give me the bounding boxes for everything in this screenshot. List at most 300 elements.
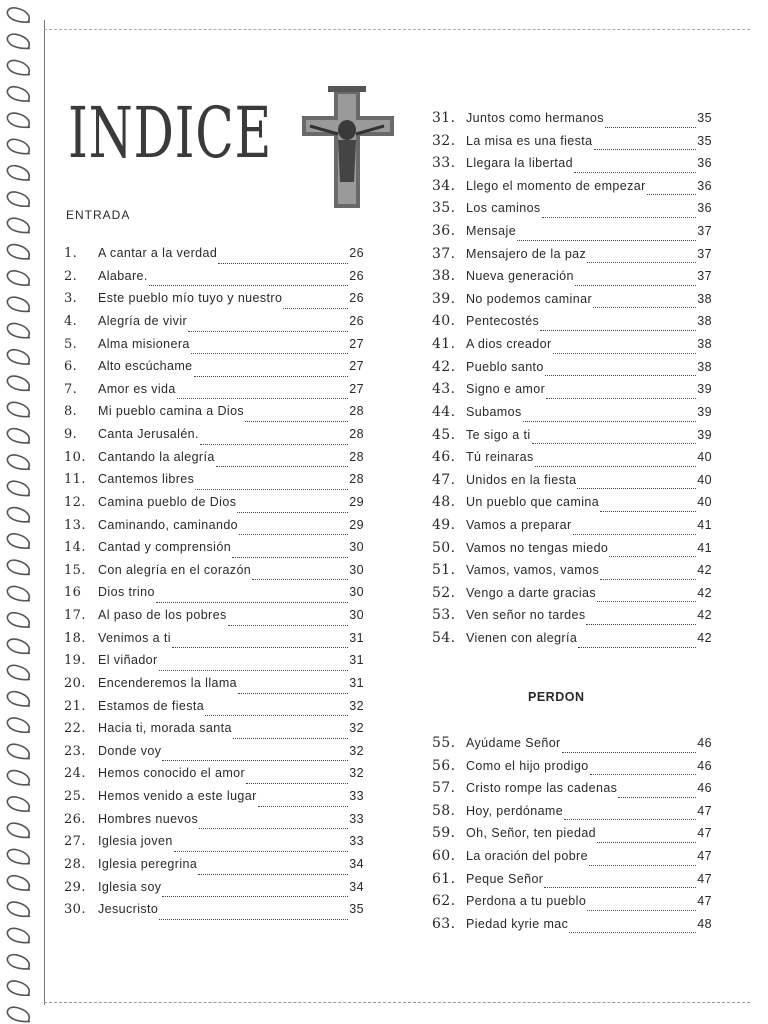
index-entry xyxy=(64,834,364,857)
perdon-list xyxy=(432,735,712,938)
entry-title: Donde voy xyxy=(98,743,162,758)
index-entry xyxy=(432,893,712,916)
entry-title: Alabare. xyxy=(98,268,148,283)
dot-leader xyxy=(562,751,697,753)
index-entry xyxy=(432,916,712,939)
entry-page-number: 26 xyxy=(349,291,364,306)
entry-title: Unidos en la fiesta xyxy=(466,472,577,487)
entry-title: Camina pueblo de Dios xyxy=(98,494,237,509)
entry-page-number: 48 xyxy=(697,916,712,931)
entry-number: 4. xyxy=(64,313,78,329)
entry-number: 12. xyxy=(64,494,86,510)
index-entry xyxy=(432,449,712,472)
entry-page-number: 26 xyxy=(349,313,364,328)
entry-page-number: 42 xyxy=(697,585,712,600)
entry-page-number: 31 xyxy=(349,653,364,668)
dot-leader xyxy=(200,443,348,445)
entry-number: 22. xyxy=(64,721,86,737)
entry-number: 43. xyxy=(432,381,456,398)
dot-leader xyxy=(177,397,349,399)
entry-page-number: 30 xyxy=(349,585,364,600)
entry-title: El viñador xyxy=(98,653,158,668)
index-entry xyxy=(432,585,712,608)
index-entry xyxy=(432,780,712,803)
entry-page-number: 42 xyxy=(697,608,712,623)
dot-leader xyxy=(577,487,696,489)
entry-number: 63. xyxy=(432,915,456,932)
entry-title: Ven señor no tardes xyxy=(466,608,586,623)
dot-leader xyxy=(594,148,697,150)
index-entry xyxy=(64,676,364,699)
entry-title: Iglesia peregrina xyxy=(98,856,198,871)
index-entry xyxy=(64,857,364,880)
index-entry xyxy=(64,721,364,744)
index-entry xyxy=(432,178,712,201)
entry-page-number: 47 xyxy=(697,826,712,841)
entry-number: 55. xyxy=(432,735,456,751)
entry-title: A cantar a la verdad xyxy=(98,246,218,260)
dot-leader xyxy=(569,931,696,933)
index-entry xyxy=(432,871,712,894)
index-entry xyxy=(64,585,364,608)
dot-leader xyxy=(573,533,697,535)
margin-line xyxy=(44,20,45,1005)
index-entry xyxy=(64,518,364,541)
entry-number: 45. xyxy=(432,426,456,443)
index-entry xyxy=(432,313,712,336)
entry-title: Mi pueblo camina a Dios xyxy=(98,404,245,419)
dot-leader xyxy=(198,873,348,875)
index-entry xyxy=(432,404,712,427)
entry-page-number: 28 xyxy=(349,472,364,487)
index-entry xyxy=(432,758,712,781)
entry-title: Oh, Señor, ten piedad xyxy=(466,826,597,841)
entry-page-number: 26 xyxy=(349,268,364,283)
index-entry xyxy=(432,540,712,563)
entry-title: Tú reinaras xyxy=(466,450,534,465)
entry-number: 18. xyxy=(64,630,86,646)
section-heading-perdon: PERDON xyxy=(528,690,585,704)
dot-leader xyxy=(546,397,696,399)
entry-number: 6. xyxy=(64,359,78,375)
entry-number: 29. xyxy=(64,879,86,895)
dot-leader xyxy=(233,737,348,739)
entry-title: Como el hijo prodigo xyxy=(466,758,589,773)
entry-page-number: 30 xyxy=(349,540,364,555)
dot-leader xyxy=(159,918,348,920)
entry-title: Amor es vida xyxy=(98,381,176,396)
bottom-rule xyxy=(44,1002,750,1004)
index-entry xyxy=(432,291,712,314)
entry-title: Al paso de los pobres xyxy=(98,608,227,622)
index-entry xyxy=(64,246,364,269)
entry-title: Encenderemos la llama xyxy=(98,675,238,690)
dot-leader xyxy=(544,886,696,888)
dot-leader xyxy=(532,442,697,444)
dot-leader xyxy=(618,796,696,798)
entry-page-number: 46 xyxy=(697,736,712,750)
index-entry xyxy=(64,812,364,835)
entry-page-number: 33 xyxy=(349,834,364,849)
entry-number: 8. xyxy=(64,404,78,420)
entry-number: 3. xyxy=(64,291,78,307)
entry-page-number: 36 xyxy=(697,156,712,171)
entry-number: 52. xyxy=(432,584,456,601)
dot-leader xyxy=(245,420,348,422)
entry-number: 26. xyxy=(64,811,86,827)
entry-title: Cantemos libres xyxy=(98,472,195,487)
entry-number: 1. xyxy=(64,246,78,261)
entry-page-number: 39 xyxy=(697,382,712,397)
entry-number: 23. xyxy=(64,743,86,759)
index-entry xyxy=(64,359,364,382)
entry-number: 44. xyxy=(432,403,456,420)
dot-leader xyxy=(228,624,349,626)
dot-leader xyxy=(578,646,696,648)
entry-number: 51. xyxy=(432,562,456,579)
entry-page-number: 27 xyxy=(349,359,364,374)
index-entry xyxy=(432,336,712,359)
entry-page-number: 41 xyxy=(697,540,712,555)
dot-leader xyxy=(156,601,348,603)
dot-leader xyxy=(540,329,696,331)
dot-leader xyxy=(216,465,349,467)
entry-page-number: 40 xyxy=(697,472,712,487)
entry-title: Mensajero de la paz xyxy=(466,246,587,261)
entry-page-number: 36 xyxy=(697,201,712,216)
index-entry xyxy=(64,450,364,473)
entry-number: 9. xyxy=(64,427,78,442)
dot-leader xyxy=(195,488,348,490)
dot-leader xyxy=(172,646,348,648)
entry-page-number: 47 xyxy=(697,849,712,864)
entry-number: 37. xyxy=(432,245,456,262)
dot-leader xyxy=(605,126,696,128)
index-entry xyxy=(432,155,712,178)
entry-page-number: 32 xyxy=(349,721,364,736)
entry-number: 10. xyxy=(64,449,86,465)
entry-title: Vienen con alegría xyxy=(466,631,578,646)
entry-number: 42. xyxy=(432,358,456,375)
index-entry xyxy=(64,314,364,337)
entry-number: 61. xyxy=(432,870,456,887)
index-entry xyxy=(432,494,712,517)
entry-number: 54. xyxy=(432,630,456,647)
entry-title: Hacia ti, morada santa xyxy=(98,721,232,736)
dot-leader xyxy=(587,909,696,911)
entry-title: Cantad y comprensión xyxy=(98,540,232,555)
entry-page-number: 36 xyxy=(697,178,712,193)
entry-title: Los caminos xyxy=(466,201,541,216)
entry-number: 50. xyxy=(432,539,456,556)
dot-leader xyxy=(523,420,697,422)
entry-number: 53. xyxy=(432,607,456,624)
index-entry xyxy=(64,653,364,676)
index-entry xyxy=(432,359,712,382)
index-entry xyxy=(64,902,364,925)
index-entry xyxy=(64,404,364,427)
entry-number: 7. xyxy=(64,381,78,397)
entry-page-number: 28 xyxy=(349,404,364,419)
dot-leader xyxy=(609,555,696,557)
entry-number: 35. xyxy=(432,200,456,217)
index-entry xyxy=(64,427,364,450)
entry-page-number: 34 xyxy=(349,879,364,894)
entry-number: 38. xyxy=(432,268,456,285)
entry-page-number: 27 xyxy=(349,336,364,351)
dot-leader xyxy=(191,352,349,354)
entry-title: Cristo rompe las cadenas xyxy=(466,781,618,796)
entry-number: 20. xyxy=(64,675,86,691)
entry-title: Perdona a tu pueblo xyxy=(466,894,587,909)
entry-number: 24. xyxy=(64,766,86,782)
crucifix-icon xyxy=(298,86,398,212)
index-entry xyxy=(64,337,364,360)
index-entry xyxy=(432,848,712,871)
entry-title: Vengo a darte gracias xyxy=(466,585,597,600)
index-entry xyxy=(64,563,364,586)
entry-number: 41. xyxy=(432,336,456,353)
entry-title: Alto escúchame xyxy=(98,359,193,374)
entry-page-number: 35 xyxy=(697,111,712,125)
entry-page-number: 37 xyxy=(697,269,712,284)
entry-page-number: 32 xyxy=(349,698,364,713)
entry-number: 32. xyxy=(432,132,456,149)
entry-page-number: 33 xyxy=(349,789,364,803)
index-entry xyxy=(432,246,712,269)
entry-page-number: 40 xyxy=(697,450,712,465)
index-entry xyxy=(432,133,712,156)
index-entry xyxy=(64,540,364,563)
index-entry xyxy=(64,631,364,654)
entry-number: 30. xyxy=(64,902,86,918)
entry-number: 40. xyxy=(432,313,456,330)
entrada-list-continued xyxy=(432,110,712,653)
entry-title: Vamos, vamos, vamos xyxy=(466,563,600,578)
entry-page-number: 40 xyxy=(697,495,712,510)
dot-leader xyxy=(545,374,697,376)
dot-leader xyxy=(600,510,696,512)
entry-page-number: 30 xyxy=(349,562,364,577)
entry-page-number: 47 xyxy=(697,803,712,818)
entry-page-number: 31 xyxy=(349,675,364,690)
entry-title: Con alegría en el corazón xyxy=(98,562,252,577)
dot-leader xyxy=(593,306,696,308)
entry-title: Peque Señor xyxy=(466,871,544,886)
index-entry xyxy=(432,223,712,246)
entry-title: Venimos a ti xyxy=(98,630,171,645)
entry-page-number: 27 xyxy=(349,381,364,396)
entry-page-number: 47 xyxy=(697,894,712,909)
dot-leader xyxy=(238,692,348,694)
dot-leader xyxy=(564,818,696,820)
entry-title: Pentecostés xyxy=(466,314,540,329)
entry-number: 34. xyxy=(432,177,456,194)
entry-page-number: 41 xyxy=(697,517,712,532)
entry-page-number: 35 xyxy=(349,902,364,917)
entry-title: A dios creador xyxy=(466,337,552,352)
entry-title: Pueblo santo xyxy=(466,359,544,374)
entry-page-number: 29 xyxy=(349,517,364,532)
entry-title: No podemos caminar xyxy=(466,291,593,306)
dot-leader xyxy=(162,895,348,897)
dot-leader xyxy=(159,669,349,671)
entry-title: Iglesia soy xyxy=(98,879,162,894)
entry-page-number: 46 xyxy=(697,758,712,773)
entry-title: Signo e amor xyxy=(466,382,546,397)
top-rule xyxy=(44,29,750,31)
entry-page-number: 33 xyxy=(349,811,364,826)
entry-page-number: 26 xyxy=(349,246,364,260)
entry-page-number: 38 xyxy=(697,314,712,329)
entry-number: 28. xyxy=(64,856,86,872)
entry-title: Hemos venido a este lugar xyxy=(98,789,257,803)
entry-page-number: 37 xyxy=(697,246,712,261)
index-entry xyxy=(64,880,364,903)
entry-number: 39. xyxy=(432,290,456,307)
entry-number: 48. xyxy=(432,494,456,511)
entry-page-number: 42 xyxy=(697,631,712,646)
entry-page-number: 28 xyxy=(349,449,364,464)
index-entry xyxy=(64,744,364,767)
entry-page-number: 38 xyxy=(697,359,712,374)
entry-title: Nueva generación xyxy=(466,269,574,284)
dot-leader xyxy=(647,193,697,195)
entry-title: Alma misionera xyxy=(98,336,190,351)
index-entry xyxy=(64,789,364,812)
index-entry xyxy=(432,200,712,223)
index-entry xyxy=(64,495,364,518)
entry-title: Subamos xyxy=(466,404,522,419)
entry-page-number: 38 xyxy=(697,337,712,352)
dot-leader xyxy=(590,773,697,775)
dot-leader xyxy=(149,284,349,286)
dot-leader xyxy=(174,850,349,852)
entry-number: 60. xyxy=(432,848,456,865)
entry-number: 15. xyxy=(64,562,86,578)
index-entry xyxy=(64,291,364,314)
entry-page-number: 28 xyxy=(349,427,364,441)
entry-number: 27. xyxy=(64,834,86,850)
dot-leader xyxy=(283,307,348,309)
entry-title: Ayúdame Señor xyxy=(466,736,561,750)
entry-number: 31. xyxy=(432,110,456,126)
entry-number: 59. xyxy=(432,825,456,842)
entry-title: Llego el momento de empezar xyxy=(466,178,646,193)
dot-leader xyxy=(597,600,696,602)
dot-leader xyxy=(246,782,348,784)
entry-title: Este pueblo mío tuyo y nuestro xyxy=(98,291,283,306)
entry-number: 2. xyxy=(64,268,78,284)
dot-leader xyxy=(194,375,349,377)
index-entry xyxy=(432,110,712,133)
entry-number: 13. xyxy=(64,517,86,533)
index-entry xyxy=(432,427,712,450)
entry-page-number: 32 xyxy=(349,743,364,758)
entry-page-number: 42 xyxy=(697,563,712,578)
dot-leader xyxy=(232,556,348,558)
dot-leader xyxy=(517,239,696,241)
entry-title: Cantando la alegría xyxy=(98,449,215,464)
dot-leader xyxy=(199,827,348,829)
dot-leader xyxy=(542,216,697,218)
dot-leader xyxy=(589,864,696,866)
dot-leader xyxy=(205,714,348,716)
entry-title: Hombres nuevos xyxy=(98,811,199,826)
entry-page-number: 31 xyxy=(349,630,364,645)
entry-number: 49. xyxy=(432,516,456,533)
entry-page-number: 39 xyxy=(697,404,712,419)
entry-page-number: 30 xyxy=(349,608,364,622)
index-entry xyxy=(64,766,364,789)
index-entry xyxy=(64,269,364,292)
dot-leader xyxy=(574,171,696,173)
index-entry xyxy=(432,268,712,291)
entry-page-number: 47 xyxy=(697,871,712,886)
section-heading-entrada: ENTRADA xyxy=(66,208,131,222)
entry-title: La oración del pobre xyxy=(466,849,588,864)
page-title: INDICE xyxy=(68,92,273,174)
dot-leader xyxy=(597,841,696,843)
index-entry xyxy=(432,607,712,630)
entry-title: Juntos como hermanos xyxy=(466,111,604,125)
entry-page-number: 32 xyxy=(349,766,364,781)
dot-leader xyxy=(586,623,696,625)
dot-leader xyxy=(218,262,348,264)
index-entry xyxy=(64,382,364,405)
entry-number: 25. xyxy=(64,789,86,804)
entry-number: 33. xyxy=(432,155,456,172)
entry-title: Mensaje xyxy=(466,224,517,239)
entry-title: Hemos conocido el amor xyxy=(98,766,246,781)
entry-title: Te sigo a ti xyxy=(466,427,531,442)
entry-page-number: 46 xyxy=(697,781,712,796)
entry-title: Canta Jerusalén. xyxy=(98,427,199,441)
entry-title: Vamos a preparar xyxy=(466,517,572,532)
entry-number: 36. xyxy=(432,223,456,240)
entry-title: Iglesia joven xyxy=(98,834,173,849)
entry-title: Jesucristo xyxy=(98,902,159,917)
entry-number: 46. xyxy=(432,449,456,466)
dot-leader xyxy=(239,533,348,535)
index-entry xyxy=(64,608,364,631)
entry-number: 21. xyxy=(64,698,86,714)
entry-page-number: 29 xyxy=(349,494,364,509)
entry-number: 56. xyxy=(432,757,456,774)
entry-title: Caminando, caminando xyxy=(98,517,239,532)
entry-title: Un pueblo que camina xyxy=(466,495,600,510)
dot-leader xyxy=(587,261,696,263)
index-entry xyxy=(432,735,712,758)
entry-title: Hoy, perdóname xyxy=(466,803,564,818)
index-entry xyxy=(432,381,712,404)
entry-number: 14. xyxy=(64,540,86,556)
entry-number: 11. xyxy=(64,472,86,488)
entry-page-number: 35 xyxy=(697,133,712,148)
dot-leader xyxy=(535,465,697,467)
spiral-binding xyxy=(0,0,40,1024)
entrada-list xyxy=(64,246,364,925)
index-entry xyxy=(64,699,364,722)
entry-number: 19. xyxy=(64,653,86,669)
entry-number: 47. xyxy=(432,471,456,488)
index-entry xyxy=(432,562,712,585)
entry-number: 57. xyxy=(432,780,456,797)
index-entry xyxy=(432,472,712,495)
entry-page-number: 37 xyxy=(697,224,712,239)
entry-title: Estamos de fiesta xyxy=(98,698,205,713)
index-entry xyxy=(432,825,712,848)
